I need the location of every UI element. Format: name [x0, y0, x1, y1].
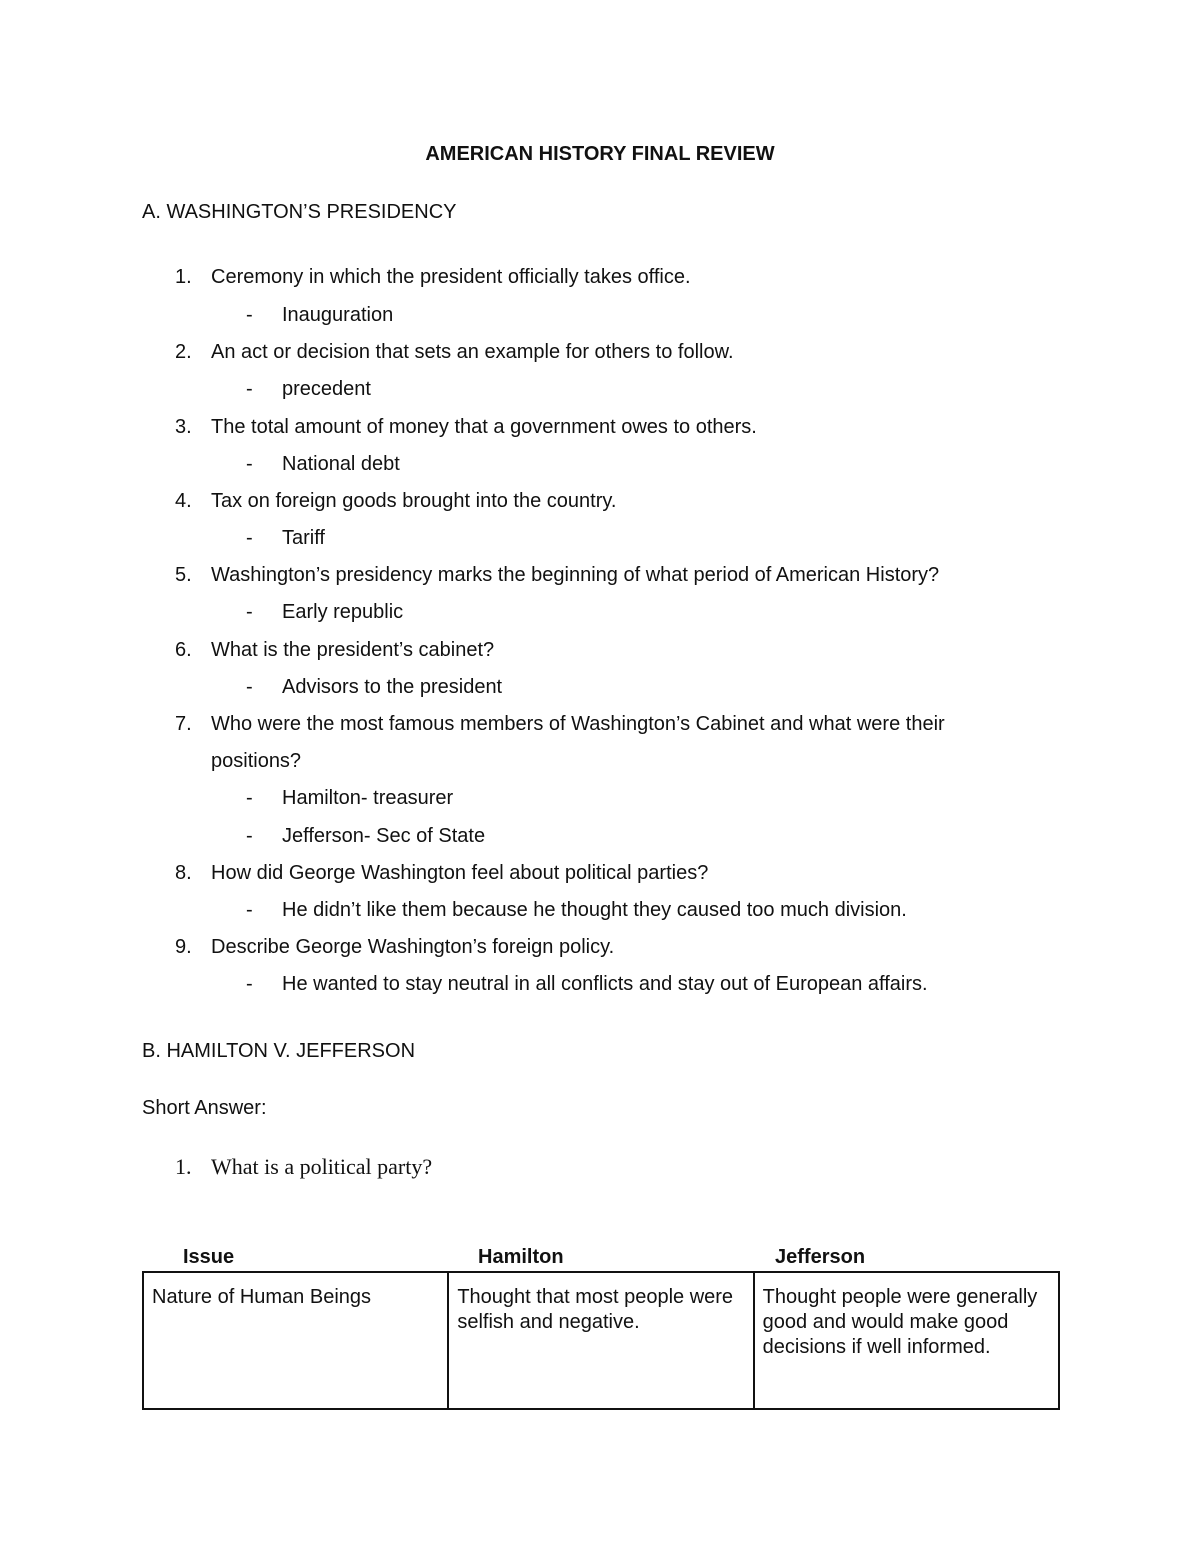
- question-number: 8.: [175, 862, 192, 884]
- answer-dash: -: [246, 676, 253, 698]
- question-text: What is the president’s cabinet?: [211, 639, 495, 661]
- answer-dash: -: [246, 601, 253, 623]
- question-text: What is a political party?: [211, 1154, 433, 1179]
- question-text: Ceremony in which the president officially takes office.: [211, 266, 691, 288]
- question-number: 9.: [175, 936, 192, 958]
- question-number: 1.: [175, 1154, 192, 1179]
- answer-dash: -: [246, 973, 253, 995]
- answer-text: Inauguration: [282, 304, 394, 326]
- answer-dash: -: [246, 304, 253, 326]
- question-text-continued: positions?: [211, 750, 302, 772]
- question-text: An act or decision that sets an example for others to follow.: [211, 341, 734, 363]
- question-number: 5.: [175, 564, 192, 586]
- question-text: Describe George Washington’s foreign policy.: [211, 936, 615, 958]
- question-text: Who were the most famous members of Washington’s Cabinet and what were their: [211, 713, 945, 735]
- answer-dash: -: [246, 899, 253, 921]
- answer-text: National debt: [282, 453, 400, 475]
- document-title: AMERICAN HISTORY FINAL REVIEW: [425, 143, 775, 165]
- question-number: 3.: [175, 416, 192, 438]
- answer-text: Hamilton- treasurer: [282, 787, 454, 809]
- question-text: Tax on foreign goods brought into the country.: [211, 490, 617, 512]
- answer-text: precedent: [282, 378, 371, 400]
- answer-text: Advisors to the president: [282, 676, 503, 698]
- question-number: 2.: [175, 341, 192, 363]
- question-number: 1.: [175, 266, 192, 288]
- question-text: Washington’s presidency marks the beginning of what period of American History?: [211, 564, 940, 586]
- answer-dash: -: [246, 453, 253, 475]
- answer-dash: -: [246, 787, 253, 809]
- answer-dash: -: [246, 825, 253, 847]
- short-answer-label: Short Answer:: [142, 1097, 267, 1119]
- question-text: How did George Washington feel about political parties?: [211, 862, 709, 884]
- table-row: [143, 1272, 1059, 1409]
- table-cell-issue: Nature of Human Beings: [143, 1272, 448, 1409]
- table-cell-jefferson: Thought people were generally good and would make good decisions if well informed.: [754, 1272, 1059, 1409]
- table-header-hamilton: Hamilton: [478, 1246, 564, 1268]
- answer-text: Jefferson- Sec of State: [282, 825, 486, 847]
- question-number: 6.: [175, 639, 192, 661]
- answer-text: Tariff: [282, 527, 325, 549]
- answer-dash: -: [246, 527, 253, 549]
- answer-text: He didn’t like them because he thought they caused too much division.: [282, 899, 907, 921]
- table-header-jefferson: Jefferson: [775, 1246, 866, 1268]
- answer-text: Early republic: [282, 601, 404, 623]
- comparison-table: [142, 1271, 1060, 1410]
- table-cell-hamilton: Thought that most people were selfish and negative.: [448, 1272, 753, 1409]
- section-a-heading: A. WASHINGTON’S PRESIDENCY: [142, 201, 457, 223]
- question-number: 7.: [175, 713, 192, 735]
- table-header-issue: Issue: [183, 1246, 235, 1268]
- answer-dash: -: [246, 378, 253, 400]
- question-number: 4.: [175, 490, 192, 512]
- answer-text: He wanted to stay neutral in all conflicts and stay out of European affairs.: [282, 973, 928, 995]
- question-text: The total amount of money that a government owes to others.: [211, 416, 757, 438]
- section-b-heading: B. HAMILTON V. JEFFERSON: [142, 1040, 416, 1062]
